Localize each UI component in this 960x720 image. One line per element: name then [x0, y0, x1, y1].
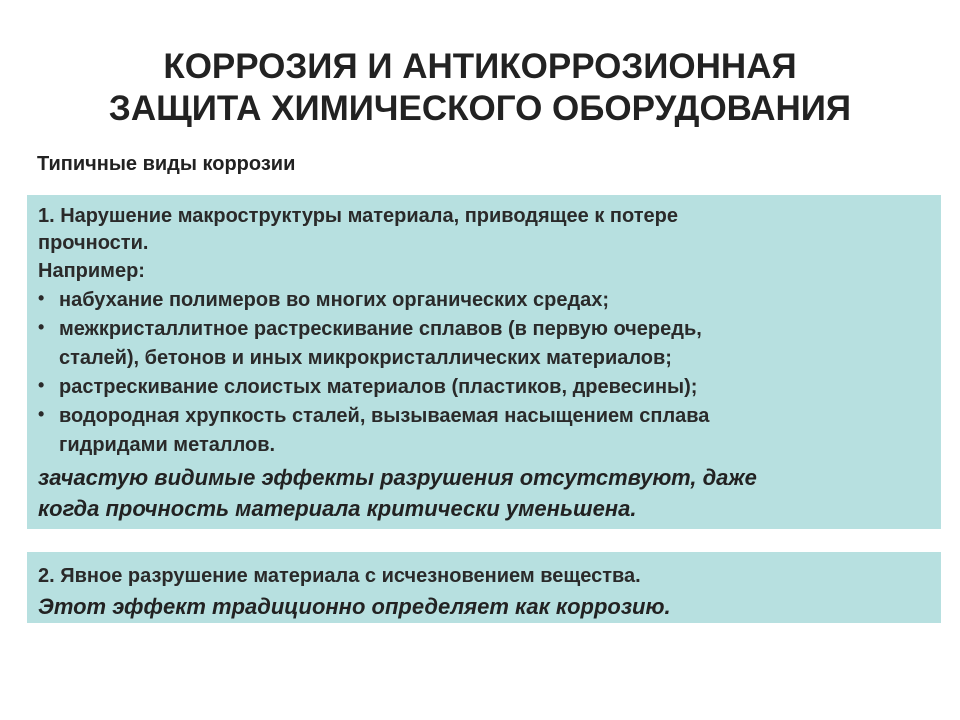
list-item-text: межкристаллитное растрескивание сплавов (в первую очередь, — [59, 318, 702, 340]
corrosion-type-2-box — [27, 552, 941, 623]
type-2-heading: 2. Явное разрушение материала с исчезновением вещества. — [38, 565, 641, 587]
example-list — [38, 286, 929, 460]
type-1-note-line-2: когда прочность материала критически уменьшена. — [38, 496, 637, 521]
list-item-text: растрескивание слоистых материалов (пластиков, древесины); — [59, 376, 698, 398]
slide-title-line-1: КОРРОЗИЯ И АНТИКОРРОЗИОННАЯ — [163, 47, 797, 86]
list-item — [38, 286, 929, 315]
type-2-note: Этот эффект традиционно определяет как коррозию. — [38, 594, 671, 619]
list-item — [38, 373, 929, 402]
list-item — [38, 315, 929, 373]
list-item-text: сталей), бетонов и иных микрокристаллических материалов; — [59, 347, 672, 369]
list-item-text: гидридами металлов. — [59, 434, 276, 456]
slide-title — [0, 46, 960, 130]
type-1-heading-line-2: прочности. — [38, 232, 149, 254]
type-1-heading-line-1: 1. Нарушение макроструктуры материала, приводящее к потере — [38, 205, 678, 227]
corrosion-type-1-box — [27, 195, 941, 529]
list-item-text: набухание полимеров во многих органических средах; — [59, 289, 610, 311]
list-item-text: водородная хрупкость сталей, вызываемая насыщением сплава — [59, 405, 710, 427]
list-item — [38, 402, 929, 460]
bullet-icon: • — [38, 404, 45, 424]
type-1-heading — [38, 203, 929, 257]
type-1-note-line-1: зачастую видимые эффекты разрушения отсутствуют, даже — [38, 465, 757, 490]
example-label: Например: — [38, 260, 145, 282]
section-subtitle: Типичные виды коррозии — [37, 153, 296, 175]
bullet-icon: • — [38, 288, 45, 308]
slide-title-line-2: ЗАЩИТА ХИМИЧЕСКОГО ОБОРУДОВАНИЯ — [108, 89, 852, 128]
bullet-icon: • — [38, 317, 45, 337]
bullet-icon: • — [38, 375, 45, 395]
type-1-note — [38, 462, 929, 524]
